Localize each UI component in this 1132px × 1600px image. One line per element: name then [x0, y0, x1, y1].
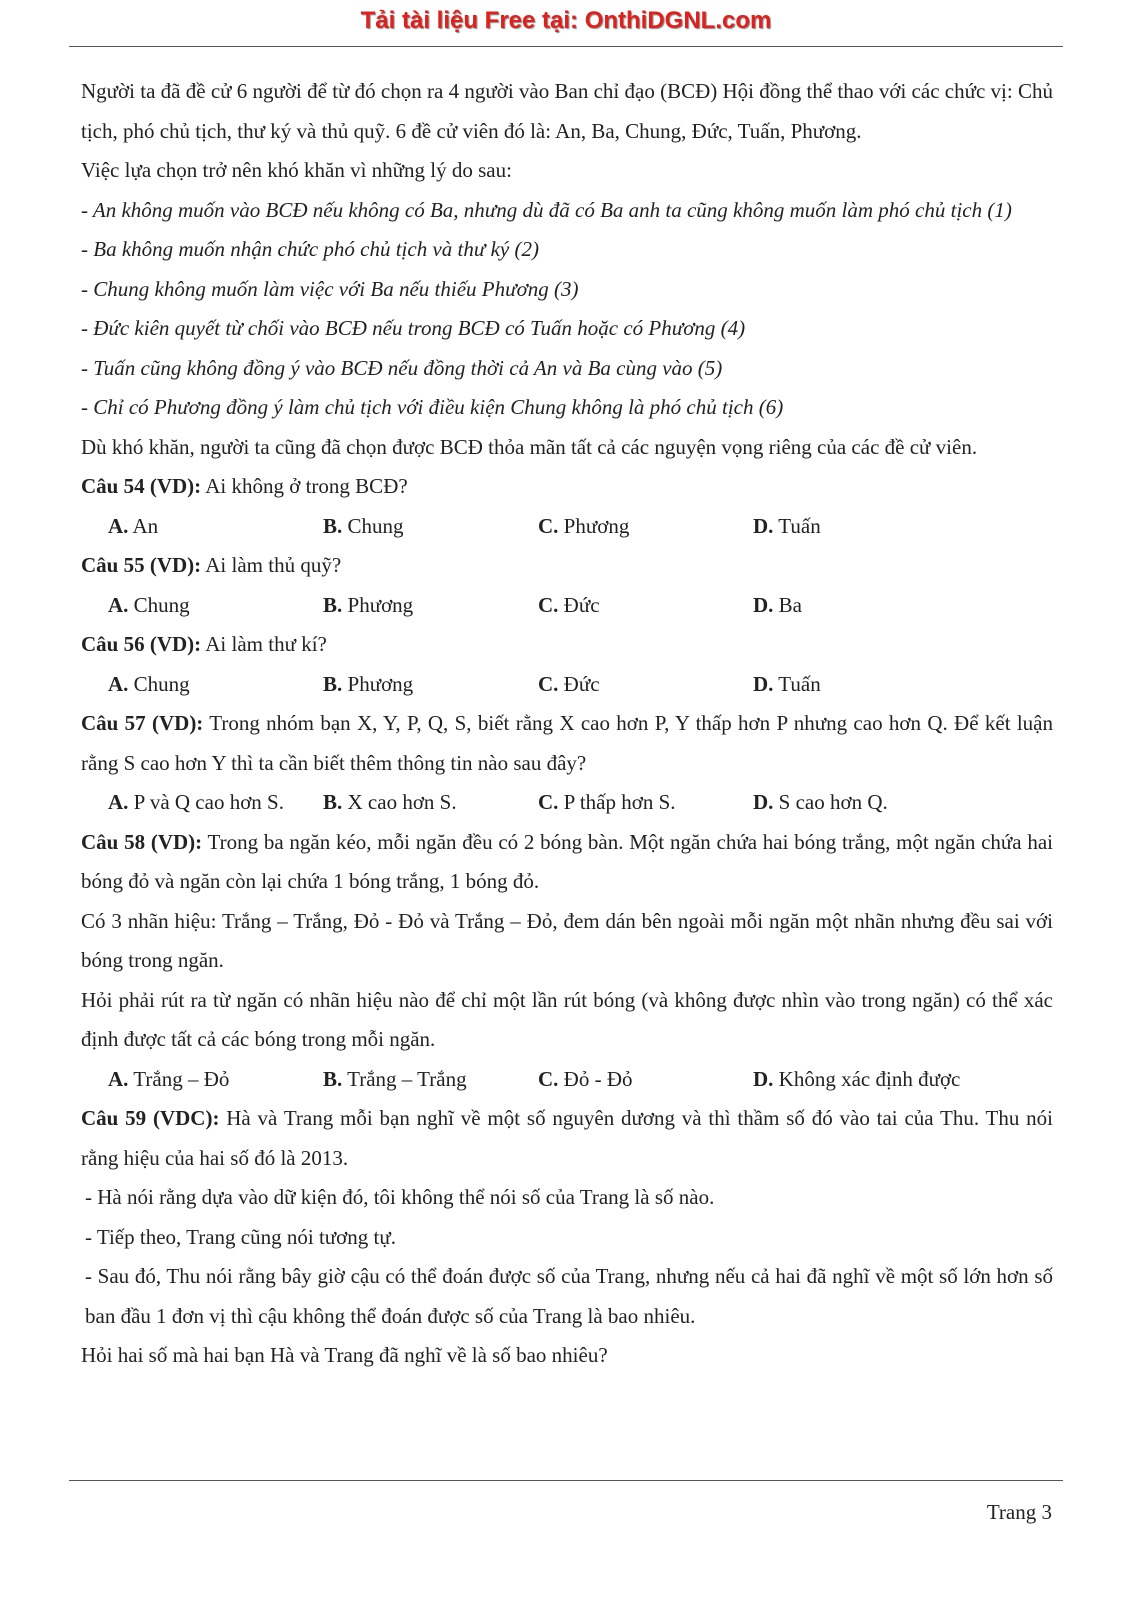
condition-6: - Chỉ có Phương đồng ý làm chủ tịch với điều kiện Chung không là phó chủ tịch (6) [81, 395, 784, 419]
question-text: Trong ba ngăn kéo, mỗi ngăn đều có 2 bóng bàn. Một ngăn chứa hai bóng trắng, một ngăn chứa hai bóng đỏ và ngăn còn lại chứa 1 bóng trắng, 1 bóng đỏ. [81, 829, 1053, 893]
option-d[interactable]: D. Ba [753, 592, 802, 617]
header-divider [69, 46, 1063, 47]
question-label: Câu 58 (VD): [81, 829, 203, 854]
options-55 [81, 586, 1053, 626]
question-58-ask: Hỏi phải rút ra từ ngăn có nhãn hiệu nào để chỉ một lần rút bóng (và không được nhìn vào trong ngăn) có thể xác định được tất cả các bóng trong mỗi ngăn. [81, 987, 1053, 1051]
option-b[interactable]: B. Phương [323, 671, 414, 696]
question-58-labels: Có 3 nhãn hiệu: Trắng – Trắng, Đỏ - Đỏ và Trắng – Đỏ, đem dán bên ngoài mỗi ngăn một nhãn nhưng đều sai với bóng trong ngăn. [81, 908, 1053, 972]
conclusion-paragraph: Dù khó khăn, người ta cũng đã chọn được BCĐ thỏa mãn tất cả các nguyện vọng riêng của các đề cử viên. [81, 434, 978, 459]
question-label: Câu 55 (VD): [81, 553, 202, 577]
option-d[interactable]: D. Tuấn [753, 513, 821, 538]
option-a[interactable]: A. P và Q cao hơn S. [108, 790, 284, 814]
question-59-line-1: - Hà nói rằng dựa vào dữ kiện đó, tôi không thể nói số của Trang là số nào. [85, 1185, 715, 1209]
option-d[interactable]: D. Không xác định được [753, 1066, 961, 1091]
option-d[interactable]: D. S cao hơn Q. [753, 790, 888, 814]
question-59 [81, 1099, 1053, 1178]
question-56 [81, 625, 1053, 665]
condition-1: - An không muốn vào BCĐ nếu không có Ba, nhưng dù đã có Ba anh ta cũng không muốn làm phó chủ tịch (1) [81, 197, 1012, 222]
option-b[interactable]: B. Phương [323, 592, 414, 617]
options-58 [81, 1060, 1053, 1100]
question-text: Trong nhóm bạn X, Y, P, Q, S, biết rằng X cao hơn P, Y thấp hơn P nhưng cao hơn Q. Để kết luận rằng S cao hơn Y thì ta cần biết thêm thông tin nào sau đây? [81, 711, 1054, 775]
option-c[interactable]: C. Đỏ - Đỏ [538, 1066, 633, 1091]
question-label: Câu 57 (VD): [81, 711, 204, 735]
footer-divider [69, 1480, 1063, 1481]
intro-reasons: Việc lựa chọn trở nên khó khăn vì những lý do sau: [81, 158, 512, 182]
option-d[interactable]: D. Tuấn [753, 671, 821, 696]
condition-4: - Đức kiên quyết từ chối vào BCĐ nếu trong BCĐ có Tuấn hoặc có Phương (4) [81, 316, 746, 340]
option-a[interactable]: A. Chung [108, 592, 190, 617]
options-54 [81, 507, 1053, 547]
condition-5: - Tuấn cũng không đồng ý vào BCĐ nếu đồng thời cả An và Ba cùng vào (5) [81, 355, 723, 380]
question-59-line-3: - Sau đó, Thu nói rằng bây giờ cậu có thể đoán được số của Trang, nhưng nếu cả hai đã nghĩ về một số lớn hơn số ban đầu 1 đơn vị thì cậu không thể đoán được số của Trang là bao nhiêu. [85, 1264, 1053, 1328]
question-text: Ai làm thư kí? [201, 632, 327, 656]
option-b[interactable]: B. Chung [323, 513, 404, 538]
document-body [81, 72, 1053, 1376]
question-57 [81, 704, 1053, 783]
question-text: Hà và Trang mỗi bạn nghĩ về một số nguyên dương và thì thầm số đó vào tai của Thu. Thu nói rằng hiệu của hai số đó là 2013. [81, 1106, 1053, 1170]
question-58 [81, 823, 1053, 902]
option-c[interactable]: C. Phương [538, 513, 630, 538]
condition-2: - Ba không muốn nhận chức phó chủ tịch và thư ký (2) [81, 237, 539, 261]
option-b[interactable]: B. X cao hơn S. [323, 790, 457, 814]
page-header [0, 0, 1132, 46]
option-c[interactable]: C. Đức [538, 592, 600, 617]
question-label: Câu 56 (VD): [81, 632, 202, 656]
intro-paragraph: Người ta đã đề cử 6 người để từ đó chọn ra 4 người vào Ban chỉ đạo (BCĐ) Hội đồng thể thao với các chức vị: Chủ tịch, phó chủ tịch, thư ký và thủ quỹ. 6 đề cử viên đó là: An, Ba, Chung, Đức, Tuấn, Phương. [81, 79, 1053, 143]
question-54 [81, 467, 1053, 507]
condition-3: - Chung không muốn làm việc với Ba nếu thiếu Phương (3) [81, 276, 579, 301]
option-c[interactable]: C. P thấp hơn S. [538, 790, 676, 814]
option-b[interactable]: B. Trắng – Trắng [323, 1066, 467, 1091]
question-label: Câu 54 (VD): [81, 474, 202, 498]
header-link-text[interactable]: Tải tài liệu Free tại: OnthiDGNL.com [360, 7, 772, 34]
question-55 [81, 546, 1053, 586]
page-number: Trang 3 [986, 1500, 1052, 1524]
option-a[interactable]: A. Trắng – Đỏ [108, 1066, 230, 1091]
question-text: Ai không ở trong BCĐ? [201, 474, 408, 498]
question-59-final: Hỏi hai số mà hai bạn Hà và Trang đã nghĩ về là số bao nhiêu? [81, 1343, 608, 1367]
question-59-line-2: - Tiếp theo, Trang cũng nói tương tự. [85, 1224, 396, 1249]
option-a[interactable]: A. Chung [108, 671, 190, 696]
options-56 [81, 665, 1053, 705]
question-label: Câu 59 (VDC): [81, 1106, 220, 1130]
option-c[interactable]: C. Đức [538, 671, 600, 696]
option-a[interactable]: A. An [108, 513, 159, 538]
options-57 [81, 783, 1053, 823]
question-text: Ai làm thủ quỹ? [201, 553, 342, 577]
